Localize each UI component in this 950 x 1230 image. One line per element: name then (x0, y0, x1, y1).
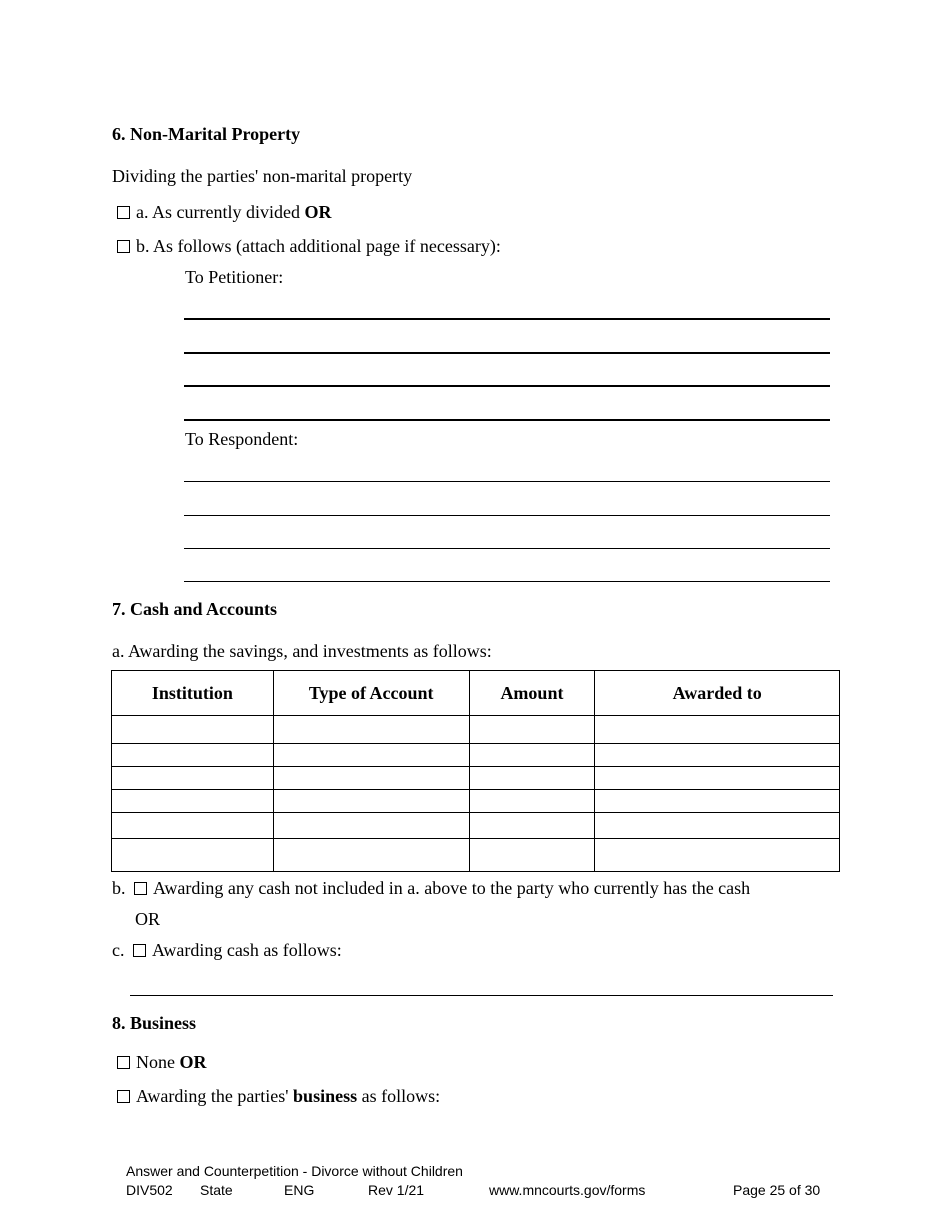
business-award-row (117, 1085, 440, 1107)
table-cell[interactable] (273, 716, 469, 744)
table-cell[interactable] (112, 744, 274, 767)
table-cell[interactable] (112, 813, 274, 839)
table-cell[interactable] (595, 813, 840, 839)
option-b-row (117, 235, 501, 257)
respondent-line-4[interactable] (184, 581, 830, 582)
footer-form-id: DIV502 (126, 1182, 173, 1198)
table-header-row (112, 671, 840, 716)
option-b-cash-letter: b. (112, 878, 126, 898)
table-cell[interactable] (595, 839, 840, 872)
option-c-cash-checkbox[interactable] (133, 944, 146, 957)
or-text: OR (135, 909, 161, 929)
business-award-checkbox[interactable] (117, 1090, 130, 1103)
table-row (112, 813, 840, 839)
footer-url[interactable]: www.mncourts.gov/forms (489, 1182, 646, 1198)
option-b-cash-label: Awarding any cash not included in a. above to the party who currently has the cash (153, 878, 751, 898)
option-a-row (117, 201, 331, 223)
table-cell[interactable] (595, 767, 840, 790)
business-award-prefix: Awarding the parties' (136, 1086, 294, 1106)
respondent-line-2[interactable] (184, 515, 830, 516)
header-institution: Institution (112, 671, 274, 716)
table-cell[interactable] (469, 790, 595, 813)
petitioner-line-2[interactable] (184, 352, 830, 354)
table-cell[interactable] (273, 767, 469, 790)
table-cell[interactable] (112, 716, 274, 744)
table-cell[interactable] (273, 744, 469, 767)
table-cell[interactable] (112, 767, 274, 790)
accounts-table (111, 670, 840, 872)
footer-language: ENG (284, 1182, 315, 1198)
business-none-or: OR (179, 1052, 207, 1072)
business-none-row (117, 1051, 207, 1073)
business-award-suffix: as follows: (357, 1086, 441, 1106)
table-cell[interactable] (469, 744, 595, 767)
footer-title: Answer and Counterpetition - Divorce without Children (126, 1163, 463, 1179)
footer-jurisdiction: State (200, 1182, 233, 1198)
petitioner-line-4[interactable] (184, 419, 830, 421)
table-cell[interactable] (112, 839, 274, 872)
table-cell[interactable] (273, 813, 469, 839)
table-cell[interactable] (469, 716, 595, 744)
header-awarded-to: Awarded to (595, 671, 840, 716)
section-7-heading: 7. Cash and Accounts (112, 599, 278, 619)
table-cell[interactable] (112, 790, 274, 813)
option-b-checkbox[interactable] (117, 240, 130, 253)
business-none-checkbox[interactable] (117, 1056, 130, 1069)
to-respondent-label: To Respondent: (185, 429, 299, 449)
section-6-heading: 6. Non-Marital Property (112, 124, 301, 144)
petitioner-line-3[interactable] (184, 385, 830, 387)
table-row (112, 716, 840, 744)
header-amount: Amount (469, 671, 595, 716)
option-a-label: a. As currently divided (136, 202, 305, 222)
section-8-heading: 8. Business (112, 1013, 197, 1033)
petitioner-line-1[interactable] (184, 318, 830, 320)
footer-page-number: Page 25 of 30 (733, 1182, 821, 1198)
header-type-of-account: Type of Account (273, 671, 469, 716)
section-6-intro: Dividing the parties' non-marital property (112, 166, 413, 186)
option-c-cash-letter: c. (112, 940, 125, 960)
table-cell[interactable] (595, 790, 840, 813)
footer-revision: Rev 1/21 (368, 1182, 425, 1198)
option-c-cash-row (112, 939, 342, 961)
table-cell[interactable] (595, 744, 840, 767)
table-row (112, 744, 840, 767)
option-b-cash-checkbox[interactable] (134, 882, 147, 895)
table-cell[interactable] (469, 839, 595, 872)
option-c-cash-label: Awarding cash as follows: (152, 940, 342, 960)
to-petitioner-label: To Petitioner: (185, 267, 284, 287)
option-b-label: b. As follows (attach additional page if necessary): (136, 236, 501, 256)
respondent-line-1[interactable] (184, 481, 830, 482)
table-cell[interactable] (273, 839, 469, 872)
respondent-line-3[interactable] (184, 548, 830, 549)
business-none-label: None (136, 1052, 180, 1072)
option-a-checkbox[interactable] (117, 206, 130, 219)
table-cell[interactable] (273, 790, 469, 813)
business-award-bold: business (293, 1086, 358, 1106)
option-b-cash-row (112, 877, 750, 899)
table-cell[interactable] (469, 813, 595, 839)
table-row (112, 767, 840, 790)
table-row (112, 790, 840, 813)
table-row (112, 839, 840, 872)
section-7-a-text: a. Awarding the savings, and investments as follows: (112, 641, 492, 661)
option-a-or: OR (304, 202, 332, 222)
cash-line[interactable] (130, 995, 833, 996)
table-cell[interactable] (469, 767, 595, 790)
table-cell[interactable] (595, 716, 840, 744)
